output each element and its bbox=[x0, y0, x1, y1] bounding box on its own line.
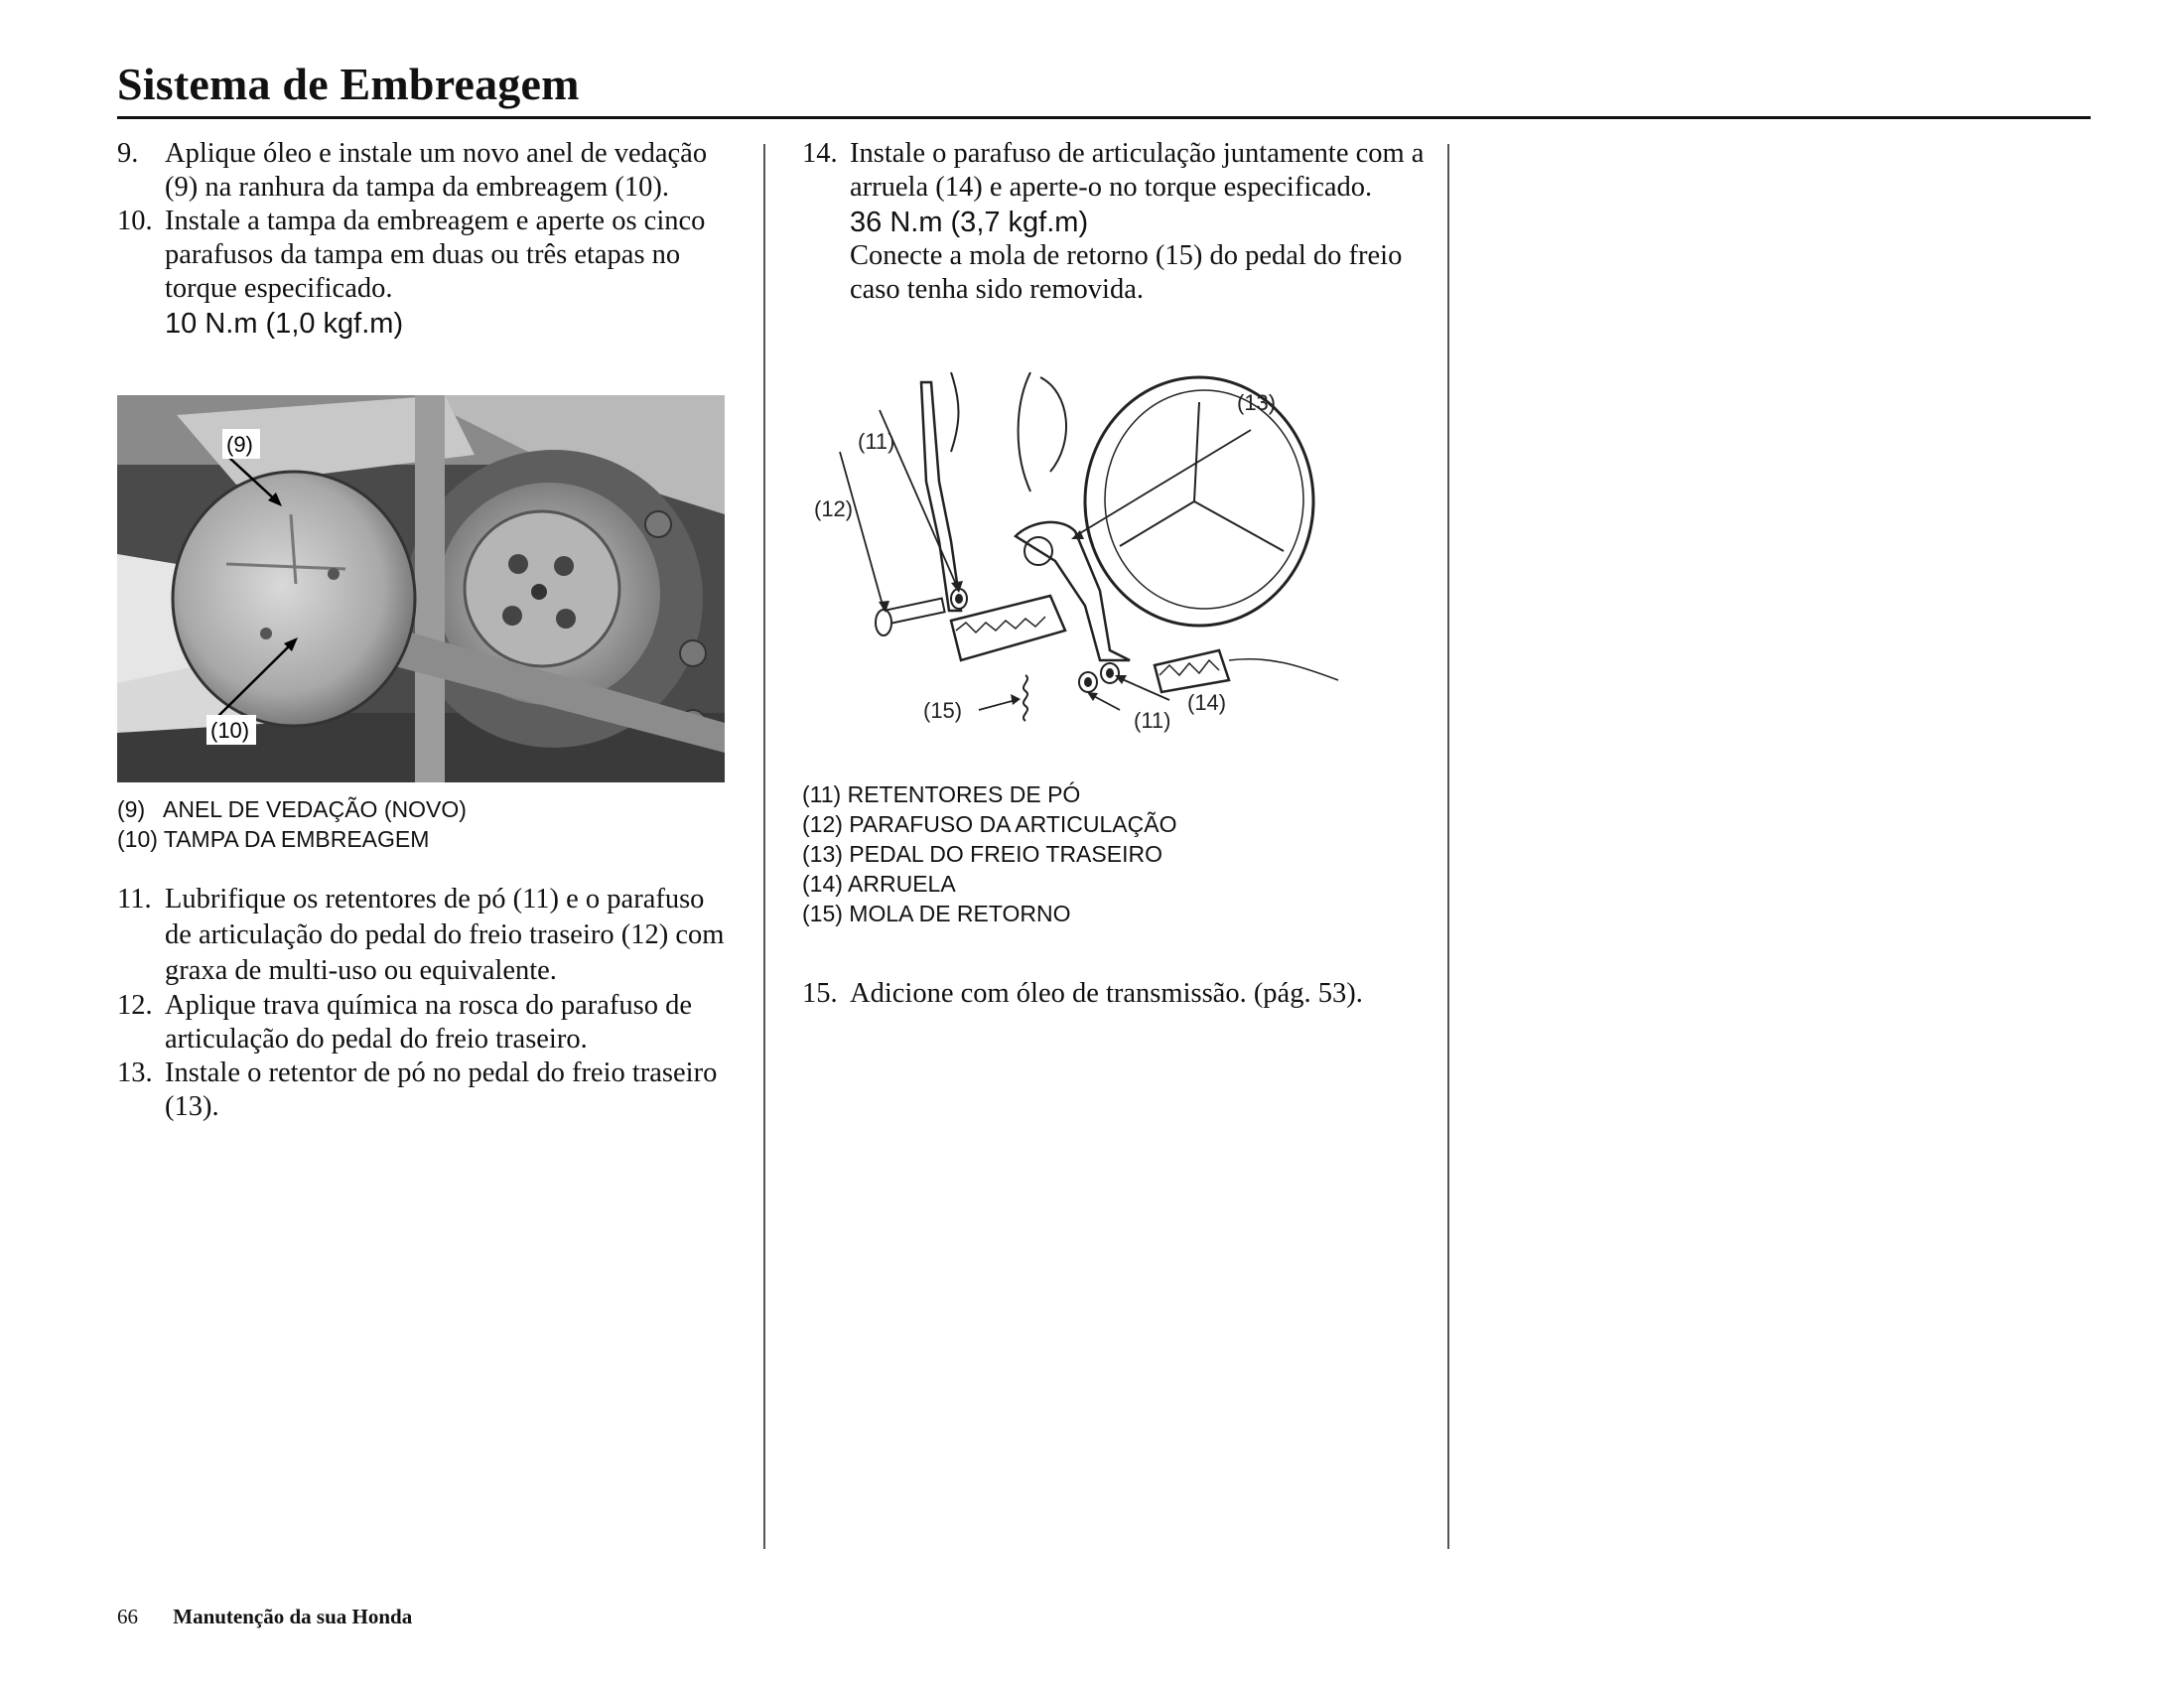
step-14 bbox=[802, 137, 1437, 307]
column-2-bottom bbox=[802, 977, 1437, 1011]
step-text: Instale o parafuso de articulação juntamente com a arruela (14) e aperte-o no torque especificado. bbox=[850, 138, 1425, 203]
page-title: Sistema de Embreagem bbox=[117, 59, 580, 109]
step-text: Aplique óleo e instale um novo anel de vedação (9) na ranhura da tampa da embreagem (10). bbox=[165, 138, 708, 203]
step-10 bbox=[117, 205, 733, 341]
step-text-2: Conecte a mola de retorno (15) do pedal do freio caso tenha sido removida. bbox=[850, 240, 1403, 305]
step-12 bbox=[117, 989, 733, 1056]
step-text: Aplique trava química na rosca do parafuso de articulação do pedal do freio traseiro. bbox=[165, 990, 693, 1055]
step-number: 12. bbox=[117, 990, 153, 1021]
caption-line: (10) TAMPA DA EMBREAGEM bbox=[117, 826, 430, 852]
column-divider-2 bbox=[1447, 144, 1449, 1549]
caption-line: (9) ANEL DE VEDAÇÃO (NOVO) bbox=[117, 796, 467, 822]
photo-label-10: (10) bbox=[210, 718, 250, 743]
caption-line: (11) RETENTORES DE PÓ bbox=[802, 781, 1081, 807]
caption-line: (13) PEDAL DO FREIO TRASEIRO bbox=[802, 841, 1162, 867]
caption-line: (12) PARAFUSO DA ARTICULAÇÃO bbox=[802, 811, 1177, 837]
caption-line: (14) ARRUELA bbox=[802, 871, 956, 897]
diagram-label-15: (15) bbox=[923, 698, 963, 723]
photo-label-9: (9) bbox=[226, 432, 253, 457]
diagram-label-14: (14) bbox=[1187, 690, 1227, 715]
clutch-cover-photo bbox=[117, 395, 725, 782]
torque-spec: 10 N.m (1,0 kgf.m) bbox=[165, 308, 404, 340]
column-1-bottom bbox=[117, 882, 733, 1124]
step-number: 10. bbox=[117, 206, 153, 236]
step-11 bbox=[117, 882, 733, 989]
column-1-top bbox=[117, 137, 733, 341]
step-text: Adicione com óleo de transmissão. (pág. 53). bbox=[850, 978, 1363, 1009]
diagram-captions bbox=[802, 779, 1176, 928]
title-rule bbox=[117, 116, 2091, 119]
column-divider-1 bbox=[763, 144, 765, 1549]
photo-captions bbox=[117, 794, 467, 854]
step-15 bbox=[802, 977, 1437, 1011]
step-text: Lubrifique os retentores de pó (11) e o parafuso de articulação do pedal do freio traseiro (12) com graxa de multi-uso ou equivalente. bbox=[165, 884, 725, 986]
step-number: 14. bbox=[802, 138, 838, 169]
brake-pedal-diagram bbox=[802, 362, 1368, 745]
step-number: 15. bbox=[802, 978, 838, 1009]
section-name: Manutenção da sua Honda bbox=[173, 1605, 413, 1628]
step-9 bbox=[117, 137, 733, 205]
diagram-label-12: (12) bbox=[814, 496, 854, 521]
step-text: Instale o retentor de pó no pedal do freio traseiro (13). bbox=[165, 1057, 718, 1122]
caption-line: (15) MOLA DE RETORNO bbox=[802, 901, 1071, 926]
diagram-label-13: (13) bbox=[1237, 390, 1277, 415]
step-number: 13. bbox=[117, 1057, 153, 1088]
step-number: 9. bbox=[117, 138, 139, 169]
diagram-label-11a: (11) bbox=[858, 429, 895, 454]
step-number: 11. bbox=[117, 884, 152, 914]
step-text: Instale a tampa da embreagem e aperte os cinco parafusos da tampa em duas ou três etapas no torque especificado. bbox=[165, 206, 706, 304]
diagram-label-11b: (11) bbox=[1134, 708, 1171, 733]
column-2-top bbox=[802, 137, 1437, 307]
page-footer bbox=[117, 1605, 412, 1629]
step-13 bbox=[117, 1056, 733, 1124]
page-number: 66 bbox=[117, 1605, 138, 1628]
torque-spec: 36 N.m (3,7 kgf.m) bbox=[850, 207, 1089, 238]
